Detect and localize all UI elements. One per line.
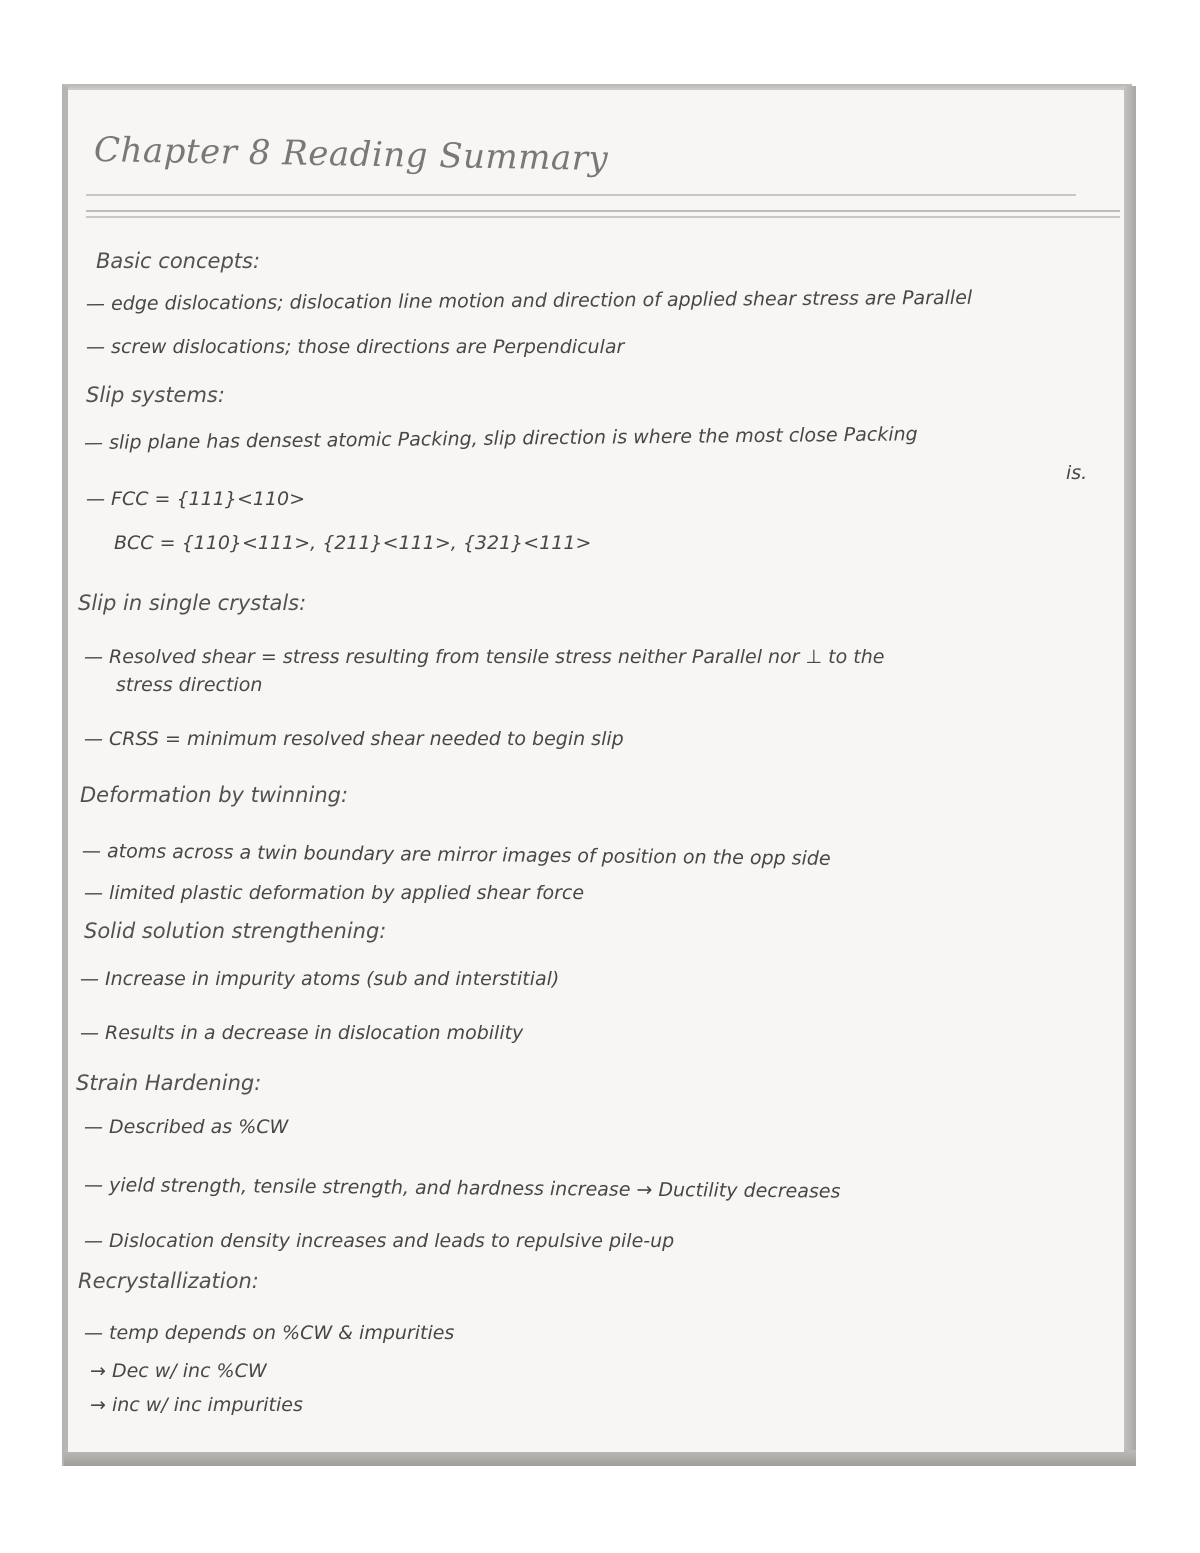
note-line: — limited plastic deformation by applied shear force <box>84 882 585 904</box>
note-line: — slip plane has densest atomic Packing, slip direction is where the most close Packing <box>83 423 918 454</box>
note-line: — FCC = {111}<110> <box>86 488 306 510</box>
note-line: — Results in a decrease in dislocation mobility <box>80 1022 524 1044</box>
section-heading-twinning: Deformation by twinning: <box>80 783 349 807</box>
note-line: — Resolved shear = stress resulting from tensile stress neither Parallel nor ⊥ to the <box>84 646 885 668</box>
note-line: — yield strength, tensile strength, and hardness increase → Ductility decreases <box>83 1174 841 1203</box>
note-line: — atoms across a twin boundary are mirror images of position on the opp side <box>81 840 831 870</box>
note-line: — Increase in impurity atoms (sub and interstitial) <box>80 968 560 990</box>
section-heading-recrystallization: Recrystallization: <box>78 1269 259 1293</box>
note-line: is. <box>1066 462 1088 484</box>
section-heading-solid-solution: Solid solution strengthening: <box>84 919 387 943</box>
note-line: — Dislocation density increases and leads to repulsive pile-up <box>84 1230 675 1252</box>
note-line: — edge dislocations; dislocation line motion and direction of applied shear stress are Parallel <box>85 286 973 315</box>
note-line: BCC = {110}<111>, {211}<111>, {321}<111> <box>114 532 592 554</box>
section-heading-slip-single-crystals: Slip in single crystals: <box>78 591 307 615</box>
note-line: — Described as %CW <box>84 1116 289 1138</box>
note-line: stress direction <box>116 674 263 696</box>
title-rule <box>86 216 1120 218</box>
title-rule <box>86 210 1120 212</box>
page-shadow-bottom <box>64 1450 1136 1466</box>
note-line: → Dec w/ inc %CW <box>90 1360 267 1382</box>
note-line: — temp depends on %CW & impurities <box>84 1322 455 1344</box>
note-line: → inc w/ inc impurities <box>90 1394 303 1416</box>
title-rule <box>86 194 1076 196</box>
note-line: — screw dislocations; those directions are Perpendicular <box>86 336 625 358</box>
section-heading-slip-systems: Slip systems: <box>86 383 225 407</box>
section-heading-basic-concepts: Basic concepts: <box>96 249 261 273</box>
page-title: Chapter 8 Reading Summary <box>93 130 609 179</box>
note-line: — CRSS = minimum resolved shear needed to begin slip <box>84 728 624 750</box>
page-shadow-right <box>1122 86 1136 1464</box>
section-heading-strain-hardening: Strain Hardening: <box>76 1071 262 1095</box>
